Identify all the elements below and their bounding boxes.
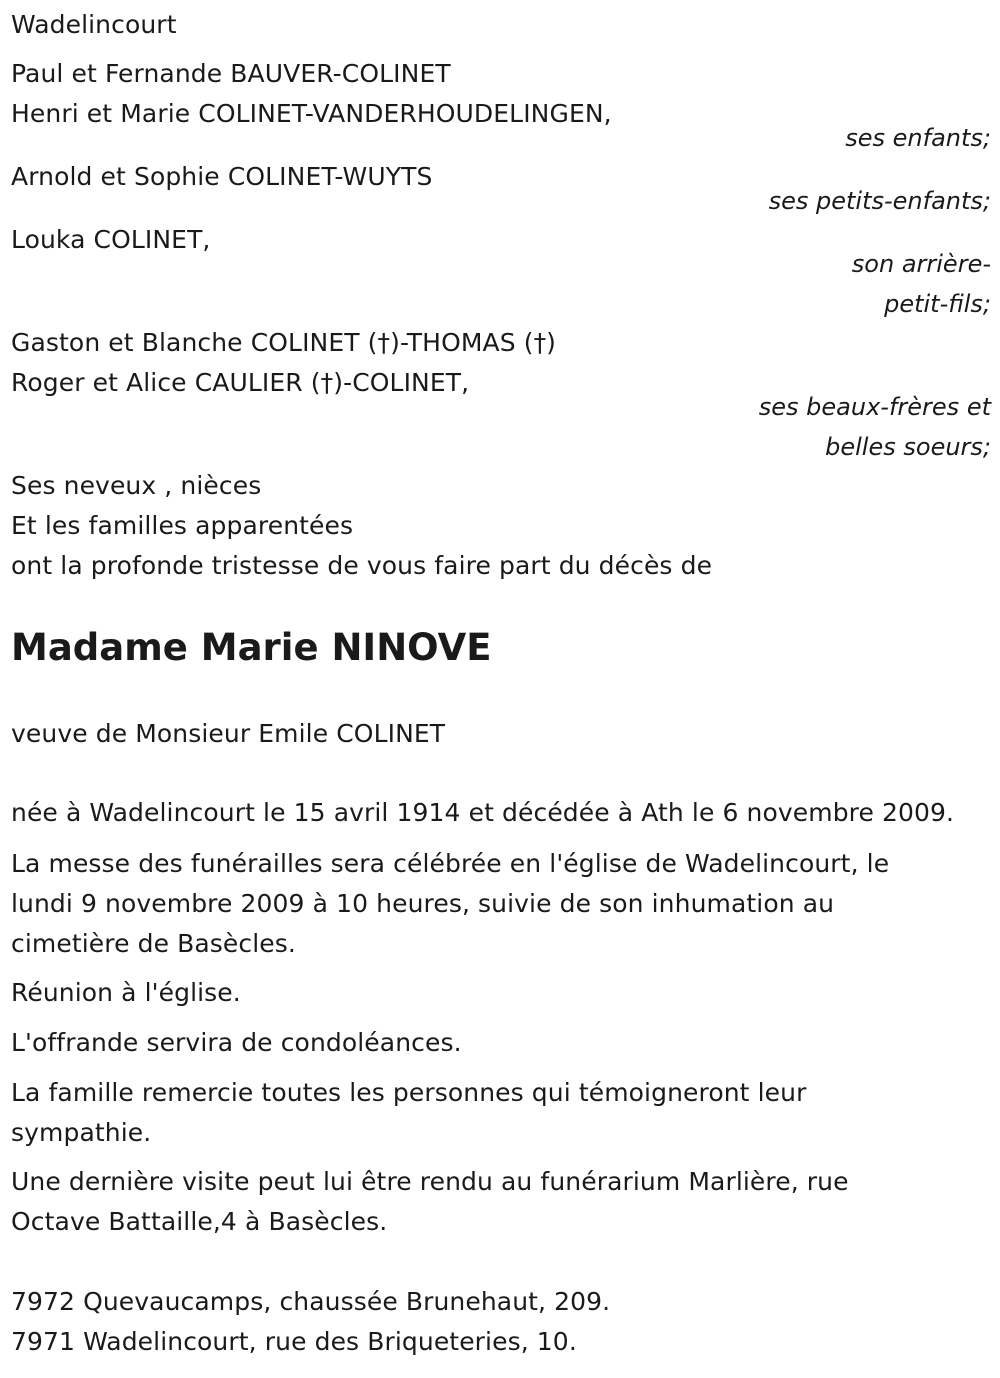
- others-line: ont la profonde tristesse de vous faire part du décès de: [11, 551, 713, 580]
- thanks-line: La famille remercie toutes les personnes qui témoigneront leur: [11, 1078, 807, 1107]
- deceased-name: Madame Marie NINOVE: [11, 626, 492, 669]
- offering-line: L'offrande servira de condoléances.: [11, 1028, 462, 1057]
- in-laws-line: Roger et Alice CAULIER (†)-COLINET,: [11, 368, 470, 397]
- death-notice: [11, 0, 991, 1378]
- relation-in-laws: ses beaux-frères et: [758, 393, 991, 421]
- relation-children: ses enfants;: [845, 124, 991, 152]
- widow-of-line: veuve de Monsieur Emile COLINET: [11, 719, 446, 748]
- address-line: 7972 Quevaucamps, chaussée Brunehaut, 209.: [11, 1287, 611, 1316]
- thanks-line: sympathie.: [11, 1118, 152, 1147]
- address-line: 7971 Wadelincourt, rue des Briqueteries, 10.: [11, 1327, 577, 1356]
- great-grandchildren-line: Louka COLINET,: [11, 225, 211, 254]
- others-line: Ses neveux , nièces: [11, 471, 262, 500]
- relation-great-grandchildren: petit-fils;: [884, 290, 991, 318]
- meeting-line: Réunion à l'église.: [11, 978, 241, 1007]
- others-line: Et les familles apparentées: [11, 511, 354, 540]
- visit-line: Une dernière visite peut lui être rendu au funérarium Marlière, rue: [11, 1167, 849, 1196]
- visit-line: Octave Battaille,4 à Basècles.: [11, 1207, 388, 1236]
- in-laws-line: Gaston et Blanche COLINET (†)-THOMAS (†): [11, 328, 557, 357]
- mass-line: cimetière de Basècles.: [11, 929, 296, 958]
- relation-grandchildren: ses petits-enfants;: [768, 187, 991, 215]
- birth-death-line: née à Wadelincourt le 15 avril 1914 et décédée à Ath le 6 novembre 2009.: [11, 798, 955, 827]
- children-line: Paul et Fernande BAUVER-COLINET: [11, 59, 451, 88]
- grandchildren-line: Arnold et Sophie COLINET-WUYTS: [11, 162, 433, 191]
- children-line: Henri et Marie COLINET-VANDERHOUDELINGEN,: [11, 99, 612, 128]
- place-line: Wadelincourt: [11, 10, 177, 39]
- mass-line: La messe des funérailles sera célébrée en l'église de Wadelincourt, le: [11, 849, 890, 878]
- mass-line: lundi 9 novembre 2009 à 10 heures, suivie de son inhumation au: [11, 889, 835, 918]
- relation-in-laws: belles soeurs;: [825, 433, 991, 461]
- relation-great-grandchildren: son arrière-: [851, 250, 991, 278]
